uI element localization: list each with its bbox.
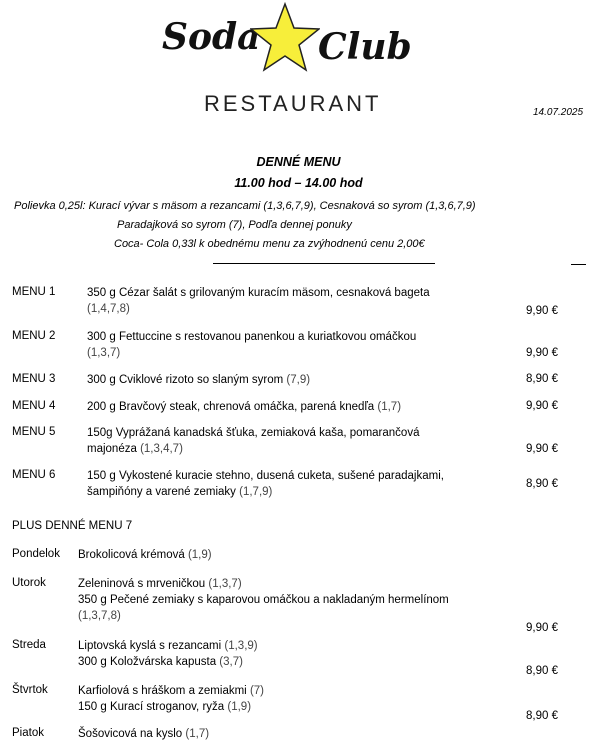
soup-name: Zeleninová s mrveničkou [78, 578, 206, 590]
menu-allergens: (1,4,7,8) [87, 303, 130, 315]
soup-allergens: (1,3,7) [208, 578, 242, 590]
menu-label: MENU 5 [12, 426, 56, 438]
main-allergens: (3,7) [219, 656, 243, 668]
day-menu [78, 683, 518, 715]
menu-price: 8,90 € [526, 478, 558, 490]
main-allergens: (1,3,7,8) [78, 610, 121, 622]
menu-description [87, 329, 517, 361]
menu-dish-cont: šampiňóny a varené zemiaky [87, 486, 236, 498]
main-dish: 300 g Koložvárska kapusta [78, 656, 217, 668]
menu-label: MENU 2 [12, 330, 56, 342]
menu-description [87, 399, 517, 415]
main-dish: 150 g Kurací stroganov, ryža [78, 701, 225, 713]
menu-dish: 150g Vyprážaná kanadská šťuka, zemiaková kaša, pomarančová [87, 427, 420, 439]
soup-name: Šošovicová na kyslo [78, 728, 183, 740]
menu-label: MENU 3 [12, 373, 56, 385]
soup-allergens: (7) [249, 685, 264, 697]
soup-line-2: Paradajková so syrom (7), Podľa dennej ponuky [117, 219, 352, 231]
soup-name: Karfiolová s hráškom a zemiakmi [78, 685, 247, 697]
menu-description [87, 372, 517, 388]
menu-price: 9,90 € [526, 400, 558, 412]
day-label: Pondelok [12, 548, 60, 560]
soup-name: Brokolicová krémová [78, 549, 185, 561]
menu-price: 9,90 € [526, 305, 558, 317]
soup-name: Liptovská kyslá s rezancami [78, 640, 222, 652]
header-divider [213, 263, 435, 264]
day-label: Streda [12, 639, 46, 651]
main-dish: 350 g Pečené zemiaky s kaparovou omáčkou a nakladaným hermelínom [78, 594, 449, 606]
soup-allergens: (1,7) [185, 728, 210, 740]
drink-offer: Coca- Cola 0,33l k obednému menu za zvýhodnenú cenu 2,00€ [114, 238, 425, 250]
menu-allergens: (7,9) [286, 374, 311, 386]
menu-dish: 350 g Cézar šalát s grilovaným kuracím mäsom, cesnaková bageta [87, 287, 430, 299]
menu-label: MENU 1 [12, 286, 56, 298]
logo-script-right: Club [318, 26, 412, 68]
menu-allergens: (1,3,4,7) [140, 443, 183, 455]
day-label: Štvrtok [12, 684, 48, 696]
day-menu [78, 547, 518, 563]
header-divider-short [571, 264, 586, 265]
menu-label: MENU 6 [12, 469, 56, 481]
menu-dish: 200 g Bravčový steak, chrenová omáčka, parená knedľa [87, 401, 375, 413]
main-allergens: (1,9) [227, 701, 252, 713]
menu-allergens: (1,7) [377, 401, 402, 413]
menu-title: DENNÉ MENU [256, 155, 341, 169]
menu-allergens: (1,7,9) [239, 486, 273, 498]
logo-subtitle: RESTAURANT [204, 91, 382, 116]
soup-allergens: (1,9) [187, 549, 212, 561]
menu-hours: 11.00 hod – 14.00 hod [234, 176, 363, 190]
day-menu [78, 576, 526, 624]
menu-dish: 300 g Cviklové rizoto so slaným syrom [87, 374, 284, 386]
menu-price: 9,90 € [526, 443, 558, 455]
logo-script-left: Soda [162, 16, 261, 58]
day-menu [78, 726, 518, 742]
menu-description [87, 468, 517, 500]
menu-description [87, 425, 517, 457]
menu-allergens: (1,3,7) [87, 347, 121, 359]
soup-allergens: (1,3,9) [224, 640, 258, 652]
day-label: Piatok [12, 727, 44, 739]
soup-line-1: Polievka 0,25l: Kurací vývar s mäsom a rezancami (1,3,6,7,9), Cesnaková so syrom (1,3,6,7,9) [14, 200, 476, 212]
plus-menu-heading: PLUS DENNÉ MENU 7 [12, 520, 133, 532]
menu-dish: 300 g Fettuccine s restovanou panenkou a kuriatkovou omáčkou [87, 331, 417, 343]
menu-description [87, 285, 517, 317]
day-price: 8,90 € [526, 710, 558, 722]
day-price: 9,90 € [526, 622, 558, 634]
menu-dish: 150 g Vykostené kuracie stehno, dusená cuketa, sušené paradajkami, [87, 470, 444, 482]
menu-label: MENU 4 [12, 400, 56, 412]
day-price: 8,90 € [526, 665, 558, 677]
day-menu [78, 638, 518, 670]
menu-dish-cont: majonéza [87, 443, 137, 455]
day-label: Utorok [12, 577, 46, 589]
menu-price: 8,90 € [526, 373, 558, 385]
restaurant-logo [150, 2, 420, 102]
star-icon [250, 2, 320, 74]
menu-price: 9,90 € [526, 347, 558, 359]
menu-date: 14.07.2025 [533, 107, 584, 118]
